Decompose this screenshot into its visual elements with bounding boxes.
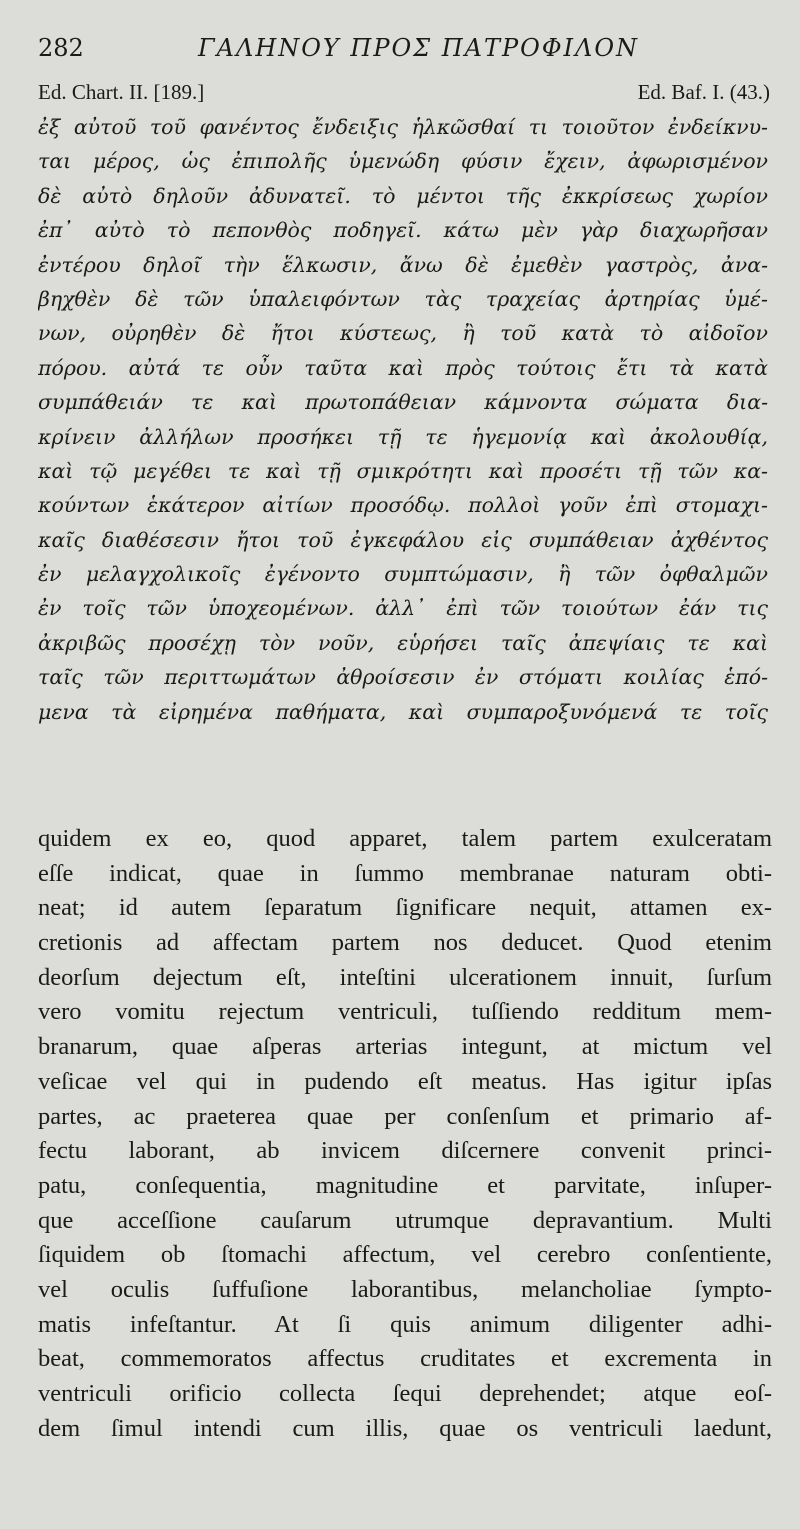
greek-text-line: πόρου. αὐτά τε οὖν ταῦτα καὶ πρὸς τούτοις ἔτι τὰ κατὰ — [38, 355, 768, 380]
running-title: ΓΑΛΗΝΟΥ ΠΡΟΣ ΠΑΤΡΟΦΙΛΟΝ — [198, 34, 640, 62]
latin-text-line: fectu laborant, ab invicem diſcernere convenit princi- — [38, 1137, 772, 1165]
latin-text-line: que acceſſione cauſarum utrumque depravantium. Multi — [38, 1206, 772, 1234]
latin-text-line: beat, commemoratos affectus cruditates et excrementa in — [38, 1345, 772, 1373]
page-header — [38, 30, 770, 70]
edition-chart-ref: Ed. Chart. II. [189.] — [38, 80, 205, 104]
greek-text-line: καῖς διαθέσεσιν ἤτοι τοῦ ἐγκεφάλου εἰς συμπάθειαν ἀχθέντος — [38, 527, 768, 552]
greek-text-line: συμπάθειάν τε καὶ πρωτοπάθειαν κάμνοντα σώματα δια- — [38, 390, 768, 415]
greek-text-line: ἐξ αὐτοῦ τοῦ φανέντος ἔνδειξις ἡλκῶσθαί τι τοιοῦτον ἐνδείκνυ- — [38, 115, 768, 139]
edition-basel-ref: Ed. Baf. I. (43.) — [637, 80, 770, 104]
latin-text-line: patu, conſequentia, magnitudine et parvitate, inſuper- — [38, 1171, 772, 1199]
greek-text-line: ἀκριβῶς προσέχῃ τὸν νοῦν, εὑρήσει ταῖς ἀπεψίαις τε καὶ — [38, 630, 768, 655]
greek-text-line: νων, οὐρηθὲν δὲ ἤτοι κύστεως, ἢ τοῦ κατὰ τὸ αἰδοῖον — [38, 321, 768, 346]
greek-text-line: ἐπ᾽ αὐτὸ τὸ πεπονθὸς ποδηγεῖ. κάτω μὲν γὰρ διαχωρῆσαν — [38, 218, 768, 243]
latin-text-line: eſſe indicat, quae in ſummo membranae naturam obti- — [38, 859, 772, 887]
greek-text-block — [38, 110, 768, 729]
greek-text-line: ταῖς τῶν περιττωμάτων ἀθροίσεσιν ἐν στόματι κοιλίας ἑπό- — [38, 665, 768, 690]
latin-text-line: branarum, quae aſperas arterias integunt, at mictum vel — [38, 1033, 772, 1061]
latin-text-line: ſiquidem ob ſtomachi affectum, vel cerebro conſentiente, — [38, 1241, 772, 1269]
edition-references — [38, 80, 770, 108]
greek-text-line: ἐν μελαγχολικοῖς ἐγένοντο συμπτώμασιν, ἢ τῶν ὀφθαλμῶν — [38, 562, 768, 587]
latin-text-line: neat; id autem ſeparatum ſignificare nequit, attamen ex- — [38, 894, 772, 922]
page-number: 282 — [38, 34, 84, 62]
greek-text-line: ἐν τοῖς τῶν ὑποχεομένων. ἀλλ᾽ ἐπὶ τῶν τοιούτων ἐάν τις — [38, 596, 768, 621]
latin-text-line: ventriculi orificio collecta ſequi deprehendet; atque eoſ- — [38, 1380, 772, 1407]
greek-text-line: μενα τὰ εἰρημένα παθήματα, καὶ συμπαροξυνόμενά τε τοῖς — [38, 699, 768, 724]
latin-text-line: veſicae vel qui in pudendo eſt meatus. Has igitur ipſas — [38, 1067, 772, 1095]
greek-text-line: ἐντέρου δηλοῖ τὴν ἕλκωσιν, ἄνω δὲ ἐμεθὲν γαστρὸς, ἀνα- — [38, 252, 768, 277]
latin-text-line: vero vomitu rejectum ventriculi, tuſſiendo redditum mem- — [38, 998, 772, 1026]
latin-text-block — [38, 822, 772, 1446]
latin-text-line: matis infeſtantur. At ſi quis animum diligenter adhi- — [38, 1310, 772, 1338]
greek-text-line: κρίνειν ἀλλήλων προσήκει τῇ τε ἡγεμονίᾳ καὶ ἀκολουθίᾳ, — [38, 424, 768, 449]
greek-text-line: ται μέρος, ὡς ἐπιπολῆς ὑμενώδη φύσιν ἔχειν, ἀφωρισμένον — [38, 149, 768, 174]
latin-text-line: partes, ac praeterea quae per conſenſum et primario af- — [38, 1102, 772, 1130]
latin-text-line: deorſum dejectum eſt, inteſtini ulcerationem innuit, ſurſum — [38, 963, 772, 991]
greek-text-line: δὲ αὐτὸ δηλοῦν ἀδυνατεῖ. τὸ μέντοι τῆς ἐκκρίσεως χωρίον — [38, 183, 768, 208]
greek-text-line: καὶ τῷ μεγέθει τε καὶ τῇ σμικρότητι καὶ προσέτι τῇ τῶν κα- — [38, 458, 768, 483]
latin-text-line: dem ſimul intendi cum illis, quae os ventriculi laedunt, — [38, 1414, 772, 1442]
latin-text-line: quidem ex eo, quod apparet, talem partem exulceratam — [38, 825, 772, 852]
latin-text-line: cretionis ad affectam partem nos deducet. Quod etenim — [38, 929, 772, 957]
greek-text-line: κούντων ἑκάτερον αἰτίων προσόδῳ. πολλοὶ γοῦν ἐπὶ στομαχι- — [38, 493, 768, 518]
latin-text-line: vel oculis ſuffuſione laborantibus, melancholiae ſympto- — [38, 1275, 772, 1303]
greek-text-line: βηχθὲν δὲ τῶν ὑπαλειφόντων τὰς τραχείας ἀρτηρίας ὑμέ- — [38, 286, 768, 311]
